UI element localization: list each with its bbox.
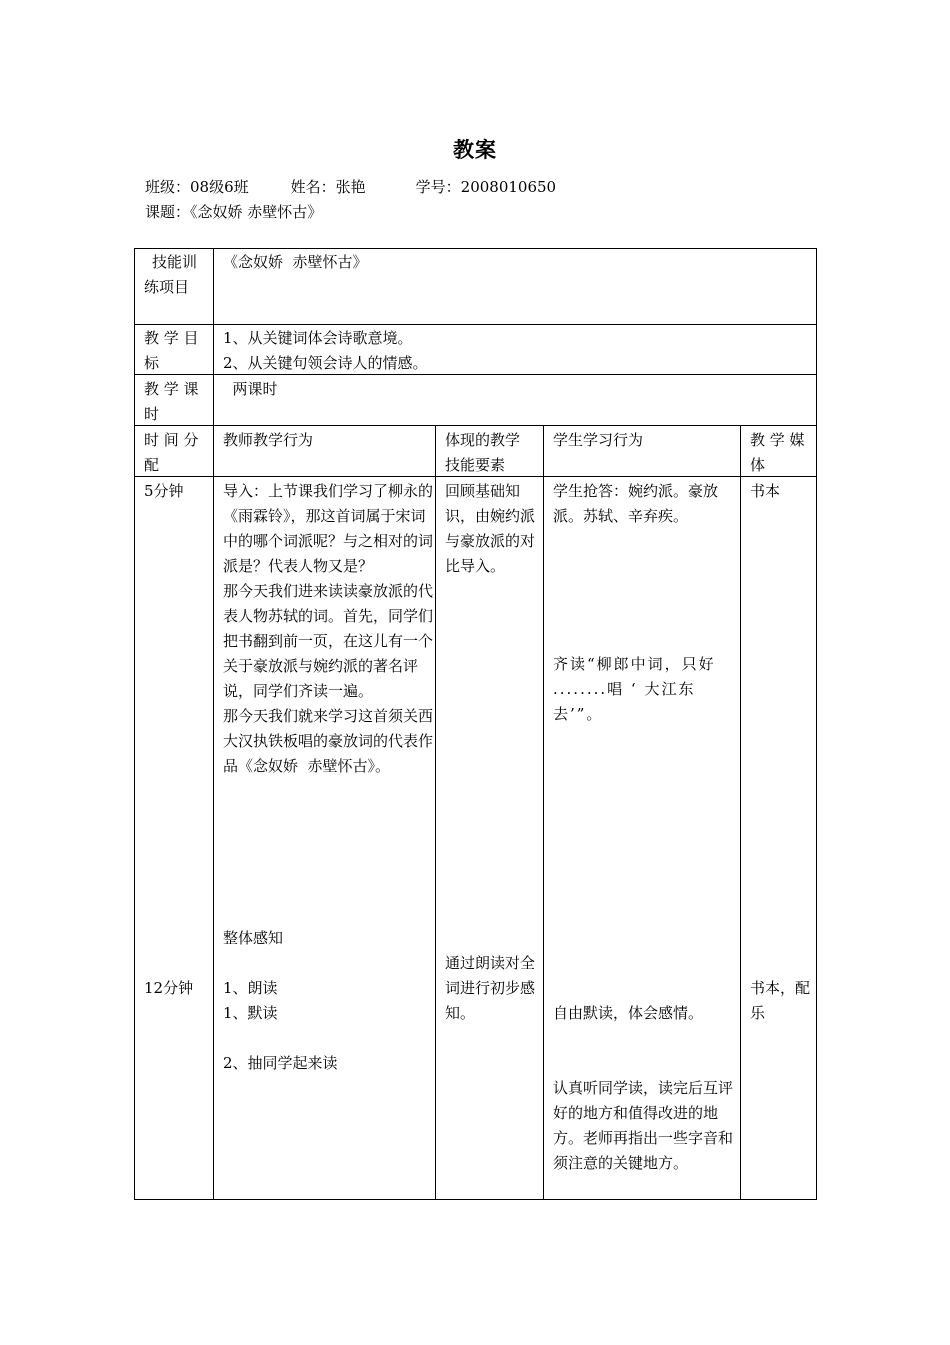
skill-project-label: 技能训 练项目 <box>144 253 198 296</box>
header-media: 教 学 媒 体 <box>750 431 805 474</box>
col-divider <box>435 425 436 1200</box>
row-divider <box>134 425 817 426</box>
col-divider <box>543 425 544 1200</box>
class-period-value: 两课时 <box>223 380 278 398</box>
media-intro: 书本 <box>750 482 781 500</box>
skill-project-value: 《念奴娇 赤壁怀古》 <box>223 253 368 271</box>
col-divider <box>740 425 741 1200</box>
row-divider <box>134 324 817 325</box>
header-time: 时 间 分 配 <box>144 431 199 474</box>
student-peer-review: 认真听同学读，读完后互评好的地方和值得改进的地方。老师再指出一些字音和须注意的关键地方。 <box>553 1079 734 1172</box>
student-answer: 学生抢答：婉约派。豪放派。苏轼、辛弃疾。 <box>553 482 719 525</box>
student-recite: 齐读“柳郎中词，只好 ........唱 ‘ 大江东去’”。 <box>553 655 723 723</box>
document-title: 教案 <box>453 137 497 162</box>
info-line <box>145 176 556 197</box>
media-reading: 书本，配乐 <box>750 979 811 1022</box>
border-bottom <box>134 1199 817 1200</box>
topic-info: 课题：《念奴娇 赤壁怀古》 <box>145 203 323 221</box>
col-divider <box>213 248 214 1200</box>
name-info: 姓名：张艳 <box>290 178 366 196</box>
teaching-goal-label: 教 学 目 标 <box>144 329 199 372</box>
teacher-reading-steps: 1、朗读 1、默读 2、抽同学起来读 <box>223 979 338 1072</box>
skill-element-reading: 通过朗读对全词进行初步感知。 <box>445 954 536 1022</box>
class-info: 班级：08级6班 <box>145 178 249 196</box>
header-student-behavior: 学生学习行为 <box>553 431 644 449</box>
lesson-plan-table <box>134 248 817 1200</box>
teacher-intro-text: 导入：上节课我们学习了柳永的《雨霖铃》，那这首词属于宋词中的哪个词派呢？与之相对的词派是？代表人物又是？ 那今天我们进来读读豪放派的代表人物苏轼的词。首先，同学们把书翻到前一页，在这儿有一个关于豪放派与婉约派的著名评说，同学们齐读一遍。 那今天我们就来学习这首须关西大汉执铁板唱的豪放词的代表作品《念奴娇 赤壁怀古》。 <box>223 482 434 775</box>
time-reading: 12分钟 <box>144 979 194 997</box>
student-id-info: 学号：2008010650 <box>415 178 557 196</box>
student-silent-read: 自由默读，体会感情。 <box>553 1004 704 1022</box>
header-teacher-behavior: 教师教学行为 <box>223 431 314 449</box>
header-skill-element: 体现的教学 技能要素 <box>445 431 521 474</box>
class-period-label: 教 学 课 时 <box>144 380 199 423</box>
border-left <box>134 248 135 1200</box>
border-right <box>816 248 817 1200</box>
border-top <box>134 248 817 249</box>
time-intro: 5分钟 <box>144 482 184 500</box>
teaching-goal-value: 1、从关键词体会诗歌意境。 2、从关键句领会诗人的情感。 <box>223 329 428 372</box>
teacher-overall-heading: 整体感知 <box>223 929 284 947</box>
skill-element-intro: 回顾基础知识，由婉约派与豪放派的对比导入。 <box>445 482 536 575</box>
